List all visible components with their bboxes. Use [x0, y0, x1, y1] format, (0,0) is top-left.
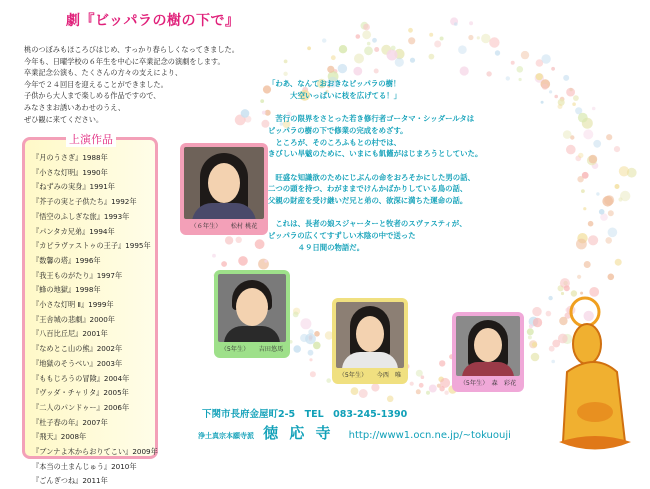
intro-line: 今年で２４回目を迎えることができました。	[24, 79, 168, 89]
intro-text	[24, 44, 284, 125]
wreath-dot	[367, 42, 371, 46]
wreath-dot	[310, 371, 316, 377]
wreath-dot	[354, 54, 364, 64]
work-item: 『数馨の塔』1996年	[32, 255, 101, 265]
play-title: 劇『ビッパラの樹の下で』	[66, 13, 240, 29]
wreath-dot	[577, 275, 581, 279]
wreath-dot	[528, 335, 532, 339]
intro-line: ぜひ観に来てください。	[24, 114, 104, 124]
wreath-dot	[546, 311, 552, 317]
portrait-image	[456, 316, 520, 376]
photo-caption: （5年生） 森 彩花	[459, 380, 517, 387]
work-item: 『パンタカ兄弟』1994年	[32, 226, 115, 236]
wreath-dot	[429, 54, 435, 60]
wreath-dot	[440, 378, 450, 388]
wreath-dot	[454, 22, 458, 26]
wreath-dot	[477, 36, 480, 39]
wreath-dot	[532, 342, 537, 347]
wreath-dot	[322, 38, 326, 42]
portrait-image	[336, 302, 404, 368]
wreath-dot	[599, 209, 605, 215]
temple-url[interactable]: http://www1.ocn.ne.jp/~tokuouji	[348, 430, 511, 441]
story-line: 旺盛な知識欲のためにじぶんの命をおろそかにした男の話、	[268, 172, 475, 182]
wreath-dot	[416, 389, 421, 394]
work-item: 『月のうさぎ』1988年	[32, 153, 108, 162]
wreath-dot	[300, 318, 311, 329]
wreath-dot	[429, 385, 437, 393]
wreath-dot	[460, 66, 469, 75]
wreath-dot	[339, 45, 347, 53]
wreath-dot	[608, 274, 615, 281]
wreath-dot	[331, 55, 336, 60]
work-item: 『ブンナよ木からおりてこい』2009年	[32, 447, 158, 457]
work-item: 『我王ものがたり』1997年	[32, 270, 123, 280]
wreath-dot	[481, 34, 490, 43]
work-item: 『飛天』2008年	[32, 432, 87, 442]
work-item: 『ごんぎつね』2011年	[32, 476, 108, 486]
work-item: 『ヴッダ・チャリタ』2005年	[32, 388, 129, 398]
wreath-dot	[581, 189, 585, 193]
wreath-dot	[588, 221, 594, 227]
wreath-dot	[468, 35, 473, 40]
wreath-dot	[551, 67, 555, 71]
story-line: 二つの頭を持つ、わがままでけんかばかりしている鳥の話、	[268, 184, 468, 194]
wreath-dot	[212, 254, 216, 258]
wreath-dot	[363, 24, 370, 31]
work-item: 『本当の土まんじゅう』2010年	[32, 461, 137, 471]
story-line	[268, 207, 568, 219]
wreath-dot	[359, 389, 368, 398]
wreath-dot	[589, 155, 598, 164]
work-item: 『なめとこ山の熊』2002年	[32, 344, 123, 354]
story-line: 苦行の限界をさとった若き修行者ゴータマ・シッダールタは	[268, 114, 475, 124]
wreath-dot	[313, 342, 321, 350]
wreath-dot	[573, 95, 579, 101]
wreath-dot	[582, 172, 589, 179]
story-line: ところが、そのころふもとの村では、	[268, 137, 402, 147]
story-line: ビッパラの広くてすずしい木陰の中で送った	[268, 231, 416, 241]
story-line	[268, 160, 568, 172]
wreath-dot	[619, 166, 629, 176]
work-item: 『小さな灯明』1990年	[32, 167, 108, 177]
wreath-dot	[444, 391, 448, 395]
intro-line: みなさまお誘いあわせのうえ、	[24, 102, 126, 112]
buddha-illustration	[555, 292, 635, 457]
wreath-dot	[371, 383, 379, 391]
wreath-dot	[374, 47, 379, 52]
wreath-dot	[225, 236, 233, 244]
story-line: ビッパラの樹の下で修業の完成をめざす。	[268, 125, 408, 135]
wreath-dot	[364, 46, 373, 55]
wreath-dot	[362, 30, 371, 39]
wreath-dot	[615, 184, 620, 189]
work-item: 『二人のパンドゥー』2006年	[32, 402, 130, 412]
wreath-dot	[602, 196, 613, 207]
wreath-dot	[572, 102, 576, 106]
wreath-dot	[391, 46, 396, 51]
intro-line: 桃のつぼみもほころびはじめ、すっかり春らしくなってきました。	[24, 45, 239, 54]
works-list	[32, 151, 158, 489]
wreath-dot	[584, 261, 591, 268]
wreath-dot	[314, 331, 320, 337]
photo-caption: （5年生） 今西 唯	[338, 372, 402, 379]
wreath-dot	[264, 260, 267, 263]
story-line: 「わあ、なんておおきなビッパラの樹！	[268, 79, 401, 88]
wreath-dot	[351, 387, 359, 395]
wreath-dot	[387, 396, 394, 403]
photo-caption: （６年生） 松村 桃花	[190, 223, 258, 230]
wreath-dot	[592, 107, 596, 111]
work-item: 『悟空のふしぎな旅』1993年	[32, 211, 130, 221]
work-item: 『芥子の実と子供たち』1992年	[32, 197, 137, 207]
wreath-dot	[548, 296, 552, 300]
intro-line: 卒業記念公演も、たくさんの方々の支えにより、	[24, 68, 183, 78]
wreath-dot	[395, 58, 404, 67]
wreath-dot	[495, 50, 500, 55]
wreath-dot	[440, 37, 444, 41]
intro-line: 子供から大人まで楽しめる作品ですので、	[24, 91, 161, 101]
wreath-dot	[307, 46, 311, 50]
work-item: 『王舎城の悲劇』2000年	[32, 314, 115, 324]
wreath-dot	[421, 375, 425, 379]
wreath-dot	[521, 51, 529, 59]
wreath-dot	[531, 353, 540, 362]
wreath-dot	[221, 261, 227, 267]
wreath-dot	[284, 60, 288, 64]
wreath-dot	[387, 50, 398, 61]
cast-photo	[452, 312, 524, 392]
story-line: 大空いっぱいに枝を広げてる！」	[268, 90, 402, 100]
wreath-dot	[489, 37, 499, 47]
wreath-dot	[532, 307, 541, 316]
wreath-dot	[327, 66, 334, 73]
temple-name: 徳 応 寺	[263, 424, 334, 442]
wreath-dot	[426, 391, 430, 395]
wreath-dot	[238, 256, 248, 266]
wreath-dot	[408, 28, 413, 33]
wreath-dot	[410, 58, 415, 63]
work-item: 『蜂の地獄』1998年	[32, 285, 101, 295]
work-item: 『カピラヴァストゥの王子』1995年	[32, 241, 151, 251]
wreath-dot	[255, 239, 265, 249]
wreath-dot	[560, 278, 570, 288]
wreath-dot	[308, 350, 314, 356]
wreath-dot	[578, 153, 583, 158]
story-line: きびしい旱魃のために、いまにも飢饉がはじまろうとしていた。	[268, 149, 483, 159]
wreath-dot	[410, 382, 414, 386]
wreath-dot	[583, 129, 593, 139]
wreath-dot	[236, 237, 242, 243]
wreath-dot	[326, 378, 331, 383]
wreath-dot	[578, 113, 588, 123]
wreath-dot	[588, 235, 598, 245]
story-text	[268, 78, 568, 254]
wreath-dot	[353, 67, 362, 76]
portrait-image	[218, 274, 286, 342]
story-line	[268, 101, 568, 113]
portrait-image	[184, 147, 264, 219]
wreath-dot	[338, 64, 347, 73]
wreath-dot	[576, 239, 587, 250]
photo-caption: （5年生） 吉田悠馬	[220, 346, 284, 353]
wreath-dot	[372, 38, 377, 43]
work-item: 『ももじろうの冒険』2004年	[32, 373, 130, 383]
wreath-dot	[429, 33, 433, 37]
wreath-dot	[533, 318, 542, 327]
work-item: 『地獄のそうべい』2003年	[32, 358, 123, 368]
story-line: 父親の財産を受け継いだ兄と弟の、欲深に満ちた運命の話。	[268, 196, 468, 206]
cast-photo	[214, 270, 290, 358]
wreath-dot	[469, 21, 473, 25]
wreath-dot	[614, 146, 620, 152]
works-heading: 上演作品	[66, 131, 116, 147]
wreath-dot	[300, 334, 308, 342]
wreath-dot	[293, 312, 299, 318]
wreath-dot	[605, 237, 612, 244]
work-item: 『ねずみの実身』1991年	[32, 182, 115, 192]
wreath-dot	[486, 71, 491, 76]
wreath-dot	[608, 210, 614, 216]
wreath-dot	[608, 228, 618, 238]
wreath-dot	[541, 54, 550, 63]
wreath-dot	[593, 140, 601, 148]
wreath-dot	[434, 41, 441, 48]
wreath-dot	[527, 328, 534, 335]
wreath-dot	[517, 66, 524, 73]
wreath-dot	[356, 34, 361, 39]
temple-info	[198, 422, 511, 443]
wreath-dot	[529, 324, 533, 328]
wreath-dot	[293, 345, 301, 353]
story-line: これは、長者の娘スジャーターと牧者のスヴァスティが、	[268, 219, 467, 229]
work-item: 『杜子春の年』2007年	[32, 417, 108, 427]
wreath-dot	[511, 61, 515, 65]
wreath-dot	[583, 207, 586, 210]
wreath-dot	[374, 69, 379, 74]
wreath-dot	[458, 45, 467, 54]
wreath-dot	[283, 72, 287, 76]
intro-line: 今年も、日曜学校の６年生を中心に卒業記念の演劇をします。	[24, 56, 225, 66]
wreath-dot	[309, 358, 312, 361]
wreath-dot	[408, 37, 415, 44]
temple-address: 下関市長府金屋町2-5 TEL 083-245-1390	[202, 409, 408, 420]
wreath-dot	[549, 346, 555, 352]
wreath-dot	[419, 383, 424, 388]
temple-sect: 浄土真宗本願寺派	[198, 432, 254, 440]
wreath-dot	[596, 192, 599, 195]
work-item: 『八百比丘尼』2001年	[32, 329, 108, 339]
wreath-dot	[620, 191, 630, 201]
story-line: ４９日間の物語だ。	[268, 242, 365, 252]
wreath-dot	[606, 134, 612, 140]
wreath-dot	[615, 259, 622, 266]
cast-photo	[180, 143, 268, 235]
cast-photo	[332, 298, 408, 384]
work-item: 『小さな灯明 Ⅱ』1999年	[32, 300, 114, 310]
wreath-dot	[258, 259, 269, 270]
wreath-dot	[439, 360, 445, 366]
